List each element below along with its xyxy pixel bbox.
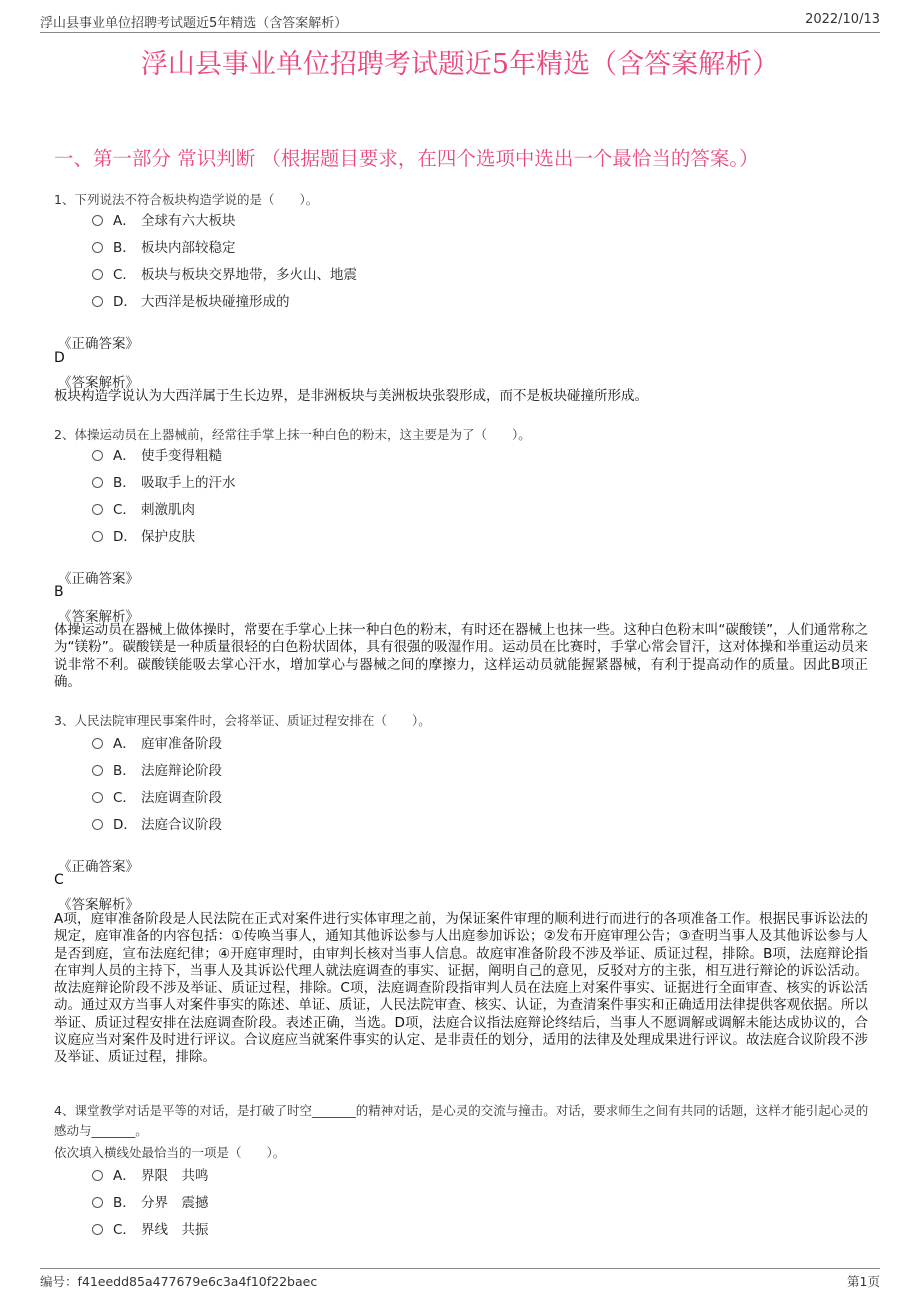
correct-answer-label: 《正确答案》 (58, 336, 139, 352)
document-id: 编号：f41eedd85a477679e6c3a4f10f22baec (40, 1274, 318, 1289)
radio-icon[interactable] (92, 738, 103, 749)
option-b[interactable]: B． 吸取手上的汗水 (92, 471, 236, 491)
option-a[interactable]: A． 界限 共鸣 (92, 1164, 209, 1184)
option-b[interactable]: B． 法庭辩论阶段 (92, 759, 222, 779)
correct-answer-label: 《正确答案》 (58, 859, 139, 875)
option-d[interactable]: D． 大西洋是板块碰撞形成的 (92, 290, 290, 310)
option-a[interactable]: A． 庭审准备阶段 (92, 732, 222, 752)
page-number: 第1页 (847, 1274, 880, 1289)
header-date: 2022/10/13 (805, 12, 880, 27)
radio-icon[interactable] (92, 765, 103, 776)
radio-icon[interactable] (92, 819, 103, 830)
analysis-text: 体操运动员在器械上做体操时，常要在手掌心上抹一种白色的粉末，有时还在器械上也抹一些。这种白色粉末叫“碳酸镁”，人们通常称之为“镁粉”。碳酸镁是一种质量很轻的白色粉状固体，具有很强的吸湿作用。运动员在比赛时，手掌心常会冒汗，这对体操和举重运动员来说非常不利。碳酸镁能吸去掌心汗水，增加掌心与器械之间的摩擦力，这样运动员就能握紧器械，有利于提高动作的质量。因此B项正确。 (54, 622, 868, 690)
question-stem: 4、课堂教学对话是平等的对话，是打破了时空_______的精神对话，是心灵的交流与撞击。对话，要求师生之间有共同的话题，这样才能引起心灵的感动与_______。 (54, 1103, 869, 1138)
option-d[interactable]: D． 法庭合议阶段 (92, 813, 222, 833)
option-a[interactable]: A． 全球有六大板块 (92, 209, 236, 229)
radio-icon[interactable] (92, 242, 103, 253)
radio-icon[interactable] (92, 1197, 103, 1208)
question-stem: 1、下列说法不符合板块构造学说的是（ ）。 (54, 192, 319, 207)
analysis-label: 《答案解析》 (58, 897, 139, 913)
page-footer (40, 1268, 880, 1291)
option-a[interactable]: A． 使手变得粗糙 (92, 444, 222, 464)
radio-icon[interactable] (92, 450, 103, 461)
radio-icon[interactable] (92, 269, 103, 280)
correct-answer: C (54, 872, 64, 888)
correct-answer: B (54, 584, 64, 600)
analysis-label: 《答案解析》 (58, 375, 139, 391)
correct-answer: D (54, 350, 65, 366)
question-stem: 2、体操运动员在上器械前，经常往手掌上抹一种白色的粉末，这主要是为了（ ）。 (54, 427, 531, 442)
header-doc-title: 浮山县事业单位招聘考试题近5年精选（含答案解析） (40, 16, 348, 31)
option-c[interactable]: C． 法庭调查阶段 (92, 786, 222, 806)
document-title: 浮山县事业单位招聘考试题近5年精选（含答案解析） (140, 49, 780, 80)
analysis-label: 《答案解析》 (58, 609, 139, 625)
option-b[interactable]: B． 分界 震撼 (92, 1191, 209, 1211)
page-header (40, 12, 880, 33)
option-c[interactable]: C． 板块与板块交界地带，多火山、地震 (92, 263, 357, 283)
radio-icon[interactable] (92, 792, 103, 803)
radio-icon[interactable] (92, 1170, 103, 1181)
question-instruction: 依次填入横线处最恰当的一项是（ ）。 (54, 1145, 286, 1160)
question-stem: 3、人民法院审理民事案件时，会将举证、质证过程安排在（ ）。 (54, 713, 431, 728)
section-heading: 一、第一部分 常识判断 （根据题目要求，在四个选项中选出一个最恰当的答案。） (54, 147, 759, 170)
option-d[interactable]: D． 保护皮肤 (92, 525, 195, 545)
radio-icon[interactable] (92, 215, 103, 226)
option-c[interactable]: C． 刺激肌肉 (92, 498, 195, 518)
radio-icon[interactable] (92, 1224, 103, 1235)
correct-answer-label: 《正确答案》 (58, 571, 139, 587)
radio-icon[interactable] (92, 504, 103, 515)
option-c[interactable]: C． 界线 共振 (92, 1218, 209, 1238)
radio-icon[interactable] (92, 477, 103, 488)
option-b[interactable]: B． 板块内部较稳定 (92, 236, 236, 256)
analysis-text: 板块构造学说认为大西洋属于生长边界，是非洲板块与美洲板块张裂形成，而不是板块碰撞所形成。 (54, 388, 648, 404)
radio-icon[interactable] (92, 531, 103, 542)
analysis-text: A项，庭审准备阶段是人民法院在正式对案件进行实体审理之前，为保证案件审理的顺利进行而进行的各项准备工作。根据民事诉讼法的规定，庭审准备的内容包括：①传唤当事人，通知其他诉讼参与人出庭参加诉讼；②发布开庭审理公告；③查明当事人及其他诉讼参与人是否到庭，宣布法庭纪律；④开庭审理时，由审判长核对当事人信息。故庭审准备阶段不涉及举证、质证过程，排除。B项，法庭辩论指在审判人员的主持下，当事人及其诉讼代理人就法庭调查的事实、证据，阐明自己的意见，反驳对方的主张，相互进行辩论的诉讼活动。故法庭辩论阶段不涉及举证、质证过程，排除。C项，法庭调查阶段指审判人员在法庭上对案件事实、证据进行全面审查、核实的诉讼活动。通过双方当事人对案件事实的陈述、单证、质证，人民法院审查、核实、认证，为查清案件事实和正确适用法律提供客观依据。所以举证、质证过程安排在法庭调查阶段。表述正确，当选。D项，法庭合议指法庭辩论终结后，当事人不愿调解或调解未能达成协议的，合议庭应当对案件及时进行评议。合议庭应当就案件事实的认定、是非责任的划分，适用的法律及处理成果进行评议。故法庭合议阶段不涉及举证、质证过程，排除。 (54, 911, 868, 1066)
radio-icon[interactable] (92, 296, 103, 307)
